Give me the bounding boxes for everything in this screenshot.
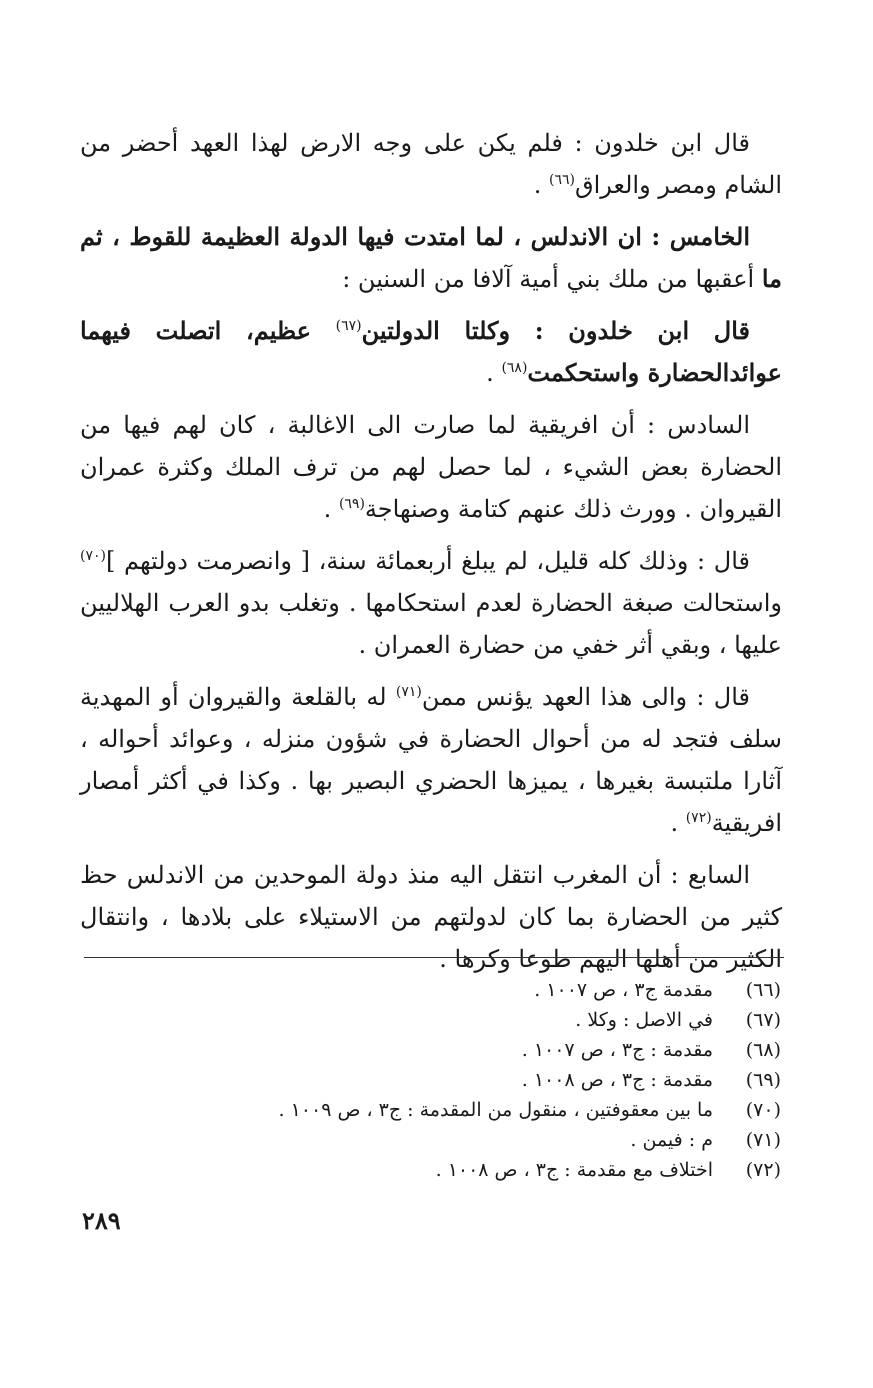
footnote-number: (٧٠) xyxy=(745,1099,781,1121)
footnote-text: ما بين معقوفتين ، منقول من المقدمة : ج٣ ، ص ١٠٠٩ . xyxy=(278,1099,713,1121)
paragraph-2 xyxy=(80,216,782,300)
paragraph-3 xyxy=(80,310,782,394)
main-text xyxy=(80,122,782,990)
footnote-ref[interactable]: (٦٧) xyxy=(335,318,362,334)
paragraph-text: . xyxy=(533,171,550,199)
footnote-text: اختلاف مع مقدمة : ج٣ ، ص ١٠٠٨ . xyxy=(435,1159,713,1181)
footnote-item xyxy=(131,1035,781,1065)
footnote-text: مقدمة : ج٣ ، ص ١٠٠٨ . xyxy=(521,1069,713,1091)
footnote-ref[interactable]: (٧٠) xyxy=(80,548,106,564)
paragraph-text: . xyxy=(323,495,339,523)
paragraph-text: . xyxy=(486,359,502,387)
footnote-item xyxy=(131,975,781,1005)
paragraph-text: . xyxy=(670,809,686,837)
footnote-divider xyxy=(84,957,784,958)
paragraph-lead: الخامس : ان الاندلس ، لما امتدت فيها الدولة العظيمة للقوط ، ثم ما xyxy=(80,222,782,293)
paragraph-text: السادس : أن افريقية لما صارت الى الاغالبة ، كان لهم فيها من الحضارة بعض الشيء ، لما حصل لهم من ترف الملك وكثرة عمران القيروان . وورث ذلك عنهم كتامة وصنهاجة xyxy=(80,411,782,523)
paragraph-text: السابع : أن المغرب انتقل اليه منذ دولة الموحدين من الاندلس حظ كثير من الحضارة بما كان لدولتهم من الاستيلاء على بلادها ، وانتقال الكثير من أهلها اليهم طوعا وكرها . xyxy=(80,861,782,973)
paragraph-text: عظيم، اتصلت فيهما عوائدالحضارة واستحكمت xyxy=(80,316,782,387)
footnotes xyxy=(131,975,781,1185)
footnote-item xyxy=(131,1065,781,1095)
footnote-ref[interactable]: (٦٩) xyxy=(338,496,365,512)
footnote-item xyxy=(131,1125,781,1155)
footnote-number: (٦٧) xyxy=(745,1009,781,1031)
footnote-number: (٦٩) xyxy=(745,1069,781,1091)
paragraph-5 xyxy=(80,540,782,666)
footnote-ref[interactable]: (٧٢) xyxy=(685,810,712,826)
footnote-text: مقدمة ج٣ ، ص ١٠٠٧ . xyxy=(534,979,713,1001)
paragraph-lead: قال ابن خلدون : وكلتا الدولتين xyxy=(361,316,751,345)
paragraph-text: أعقبها من ملك بني أمية آلافا من السنين : xyxy=(342,265,762,293)
footnote-text: م : فيمن . xyxy=(630,1129,713,1151)
footnote-number: (٦٨) xyxy=(745,1039,781,1061)
footnote-number: (٧١) xyxy=(745,1129,781,1151)
paragraph-text: قال ابن خلدون : فلم يكن على وجه الارض لهذا العهد أحضر من الشام ومصر والعراق xyxy=(80,129,782,199)
paragraph-text: قال : والى هذا العهد يؤنس ممن xyxy=(421,683,751,711)
paragraph-text: واستحالت صبغة الحضارة لعدم استحكامها . وتغلب بدو العرب الهلاليين عليها ، وبقي أثر خفي من حضارة العمران . xyxy=(80,589,782,659)
footnote-number: (٦٦) xyxy=(745,979,781,1001)
paragraph-text: قال : وذلك كله قليل، لم يبلغ أربعمائة سنة، [ وانصرمت دولتهم ] xyxy=(105,547,750,575)
footnote-number: (٧٢) xyxy=(745,1159,781,1181)
footnote-item xyxy=(131,1155,781,1185)
footnote-ref[interactable]: (٦٦) xyxy=(549,172,575,188)
paragraph-text: له بالقلعة والقيروان أو المهدية سلف فتجد له من أحوال الحضارة في شؤون منزله ، وعوائد أحواله ، آثارا ملتبسة بغيرها ، يميزها الحضري البصير بها . وكذا في أكثر أمصار افريقية xyxy=(80,683,782,837)
footnote-item xyxy=(131,1095,781,1125)
footnote-ref[interactable]: (٦٨) xyxy=(501,360,528,376)
footnote-ref[interactable]: (٧١) xyxy=(395,684,422,700)
paragraph-4 xyxy=(80,404,782,530)
paragraph-1 xyxy=(80,122,782,206)
paragraph-6 xyxy=(80,676,782,844)
page-number: ٢٨٩ xyxy=(82,1206,121,1235)
footnote-item xyxy=(131,1005,781,1035)
footnote-text: مقدمة : ج٣ ، ص ١٠٠٧ . xyxy=(521,1039,713,1061)
paragraph-7 xyxy=(80,854,782,980)
footnote-text: في الاصل : وكلا . xyxy=(575,1009,713,1031)
